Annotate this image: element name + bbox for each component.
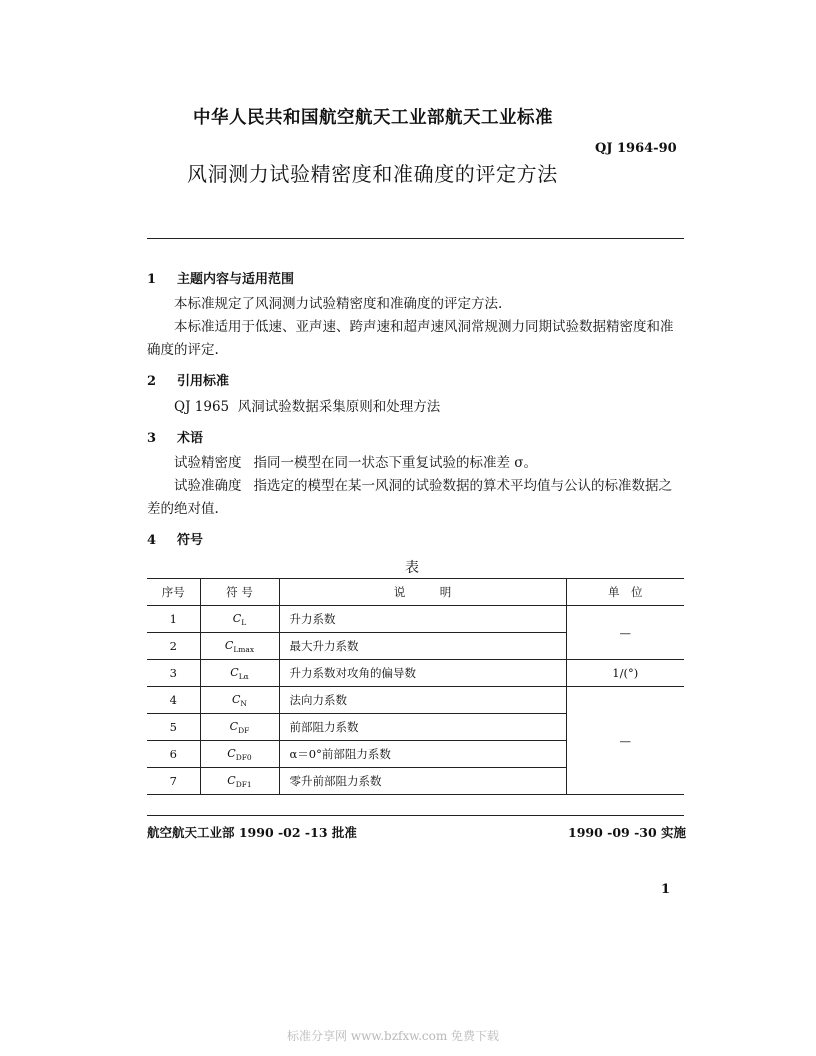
symbol-subscript: DF — [238, 726, 250, 736]
row-symbol — [200, 687, 279, 714]
section-title: 主题内容与适用范围 — [177, 272, 295, 287]
symbol-subscript: DF1 — [235, 780, 252, 790]
term-definition: 指同一模型在同一状态下重复试验的标准差 σ。 — [253, 455, 538, 471]
symbol-subscript: N — [240, 699, 247, 709]
section-1-paragraph-1: 本标准规定了风洞测力试验精密度和准确度的评定方法. — [174, 296, 503, 312]
header-description: 说 明 — [279, 579, 566, 606]
row-symbol — [200, 606, 279, 633]
row-description: 升力系数 — [279, 606, 566, 633]
section-2-heading — [147, 370, 229, 389]
header-symbol: 符 号 — [200, 579, 279, 606]
standard-code: QJ 1964-90 — [595, 141, 677, 156]
table-row — [147, 660, 684, 687]
symbol-base: C — [227, 773, 236, 787]
section-number: 4 — [147, 533, 157, 548]
term-precision — [147, 452, 684, 475]
reference-code: QJ 1965 — [174, 399, 230, 415]
row-description: 零升前部阻力系数 — [279, 768, 566, 795]
term-name: 试验准确度 — [174, 478, 242, 494]
section-title: 符号 — [177, 533, 204, 548]
approval-date: 航空航天工业部 1990 -02 -13 批准 — [147, 825, 357, 840]
symbol-base: C — [232, 692, 241, 706]
row-description: 法向力系数 — [279, 687, 566, 714]
section-number: 2 — [147, 374, 157, 389]
row-index: 4 — [147, 687, 200, 714]
row-unit: — — [566, 687, 684, 795]
section-number: 1 — [147, 272, 157, 287]
reference-standard — [147, 396, 684, 419]
symbol-base: C — [229, 719, 239, 733]
symbol-subscript: Lmax — [233, 645, 255, 655]
row-index: 3 — [147, 660, 200, 687]
header-unit: 单 位 — [566, 579, 684, 606]
term-accuracy — [147, 475, 684, 521]
symbol-subscript: L — [241, 618, 247, 628]
document-title: 风洞测力试验精密度和准确度的评定方法 — [187, 162, 558, 186]
row-description: 前部阻力系数 — [279, 714, 566, 741]
symbol-table — [147, 578, 684, 795]
symbol-base: C — [227, 746, 236, 760]
table-header-row — [147, 579, 684, 606]
reference-title: 风洞试验数据采集原则和处理方法 — [237, 399, 441, 415]
section-number: 3 — [147, 431, 157, 446]
row-symbol — [200, 660, 279, 687]
row-symbol — [200, 768, 279, 795]
row-symbol — [200, 714, 279, 741]
symbol-base: C — [224, 638, 234, 652]
section-3-heading — [147, 427, 203, 446]
row-index: 2 — [147, 633, 200, 660]
symbol-base: C — [230, 665, 239, 679]
symbol-subscript: DF0 — [235, 753, 252, 763]
section-1-heading — [147, 268, 294, 287]
row-description: 升力系数对攻角的偏导数 — [279, 660, 566, 687]
row-index: 1 — [147, 606, 200, 633]
watermark: 标准分享网 www.bzfxw.com 免费下载 — [287, 1029, 500, 1043]
section-4-heading — [147, 529, 203, 548]
table-row — [147, 606, 684, 633]
term-definition: 指选定的模型在某一风洞的试验数据的算术平均值与公认的标准数据之差的绝对值. — [147, 478, 672, 517]
issuing-organization: 中华人民共和国航空航天工业部航天工业标准 — [193, 108, 553, 128]
row-unit: — — [566, 606, 684, 660]
symbol-base: C — [232, 611, 242, 625]
row-index: 6 — [147, 741, 200, 768]
row-symbol — [200, 633, 279, 660]
section-1-paragraph-2: 本标准适用于低速、亚声速、跨声速和超声速风洞常规测力同期试验数据精密度和准确度的评定. — [147, 319, 674, 358]
page-number: 1 — [661, 882, 671, 897]
section-title: 术语 — [177, 431, 204, 446]
table-caption: 表 — [405, 560, 419, 576]
row-symbol — [200, 741, 279, 768]
header-rule — [147, 238, 684, 239]
symbol-subscript: Lα — [238, 672, 249, 682]
row-index: 5 — [147, 714, 200, 741]
effective-date: 1990 -09 -30 实施 — [568, 825, 687, 840]
section-title: 引用标准 — [177, 374, 230, 389]
header-index: 序号 — [147, 579, 200, 606]
table-row — [147, 687, 684, 714]
row-description: 最大升力系数 — [279, 633, 566, 660]
row-description: α＝0°前部阻力系数 — [279, 741, 566, 768]
row-index: 7 — [147, 768, 200, 795]
term-name: 试验精密度 — [174, 455, 242, 471]
row-unit: 1/(°) — [566, 660, 684, 687]
footer-rule — [147, 815, 684, 816]
